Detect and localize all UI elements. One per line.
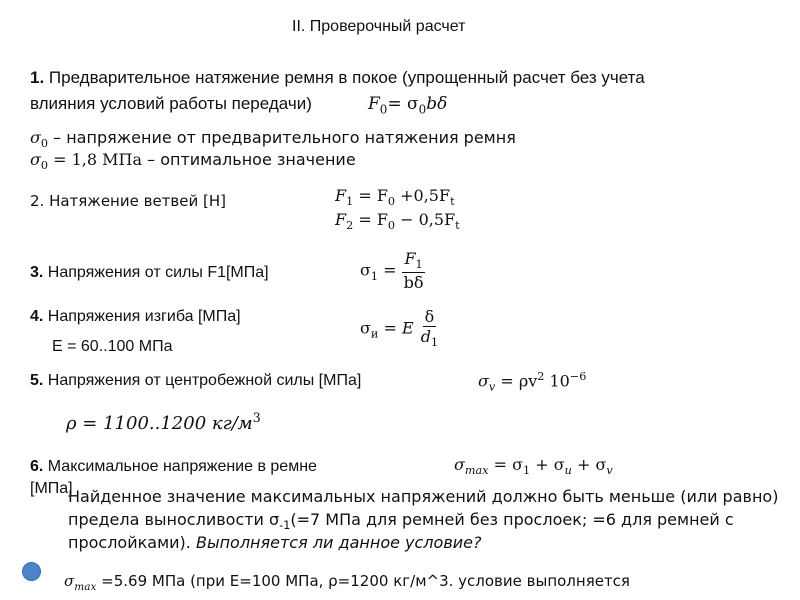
formula-f1: $F_1 = F_0 +0,5F_t$ (335, 186, 455, 209)
page-title: II. Проверочный расчет (292, 18, 466, 35)
section-6-label: 6. Максимальное напряжение в ремне (30, 458, 317, 475)
section-6-unit: [МПа] (30, 480, 73, 497)
formula-sigma-v: $\sigma_v = \rho v^2$ $10^{-6}$ (478, 370, 587, 394)
formula-sigma-max: $\sigma_{max} = \sigma_1 + \sigma_и + \sigma_v$ (454, 455, 613, 478)
section-2-label: 2. Натяжение ветвей [Н] (30, 192, 226, 210)
sigma0-definition: $\sigma_0$ – напряжение от предварительного натяжения ремня (30, 128, 516, 151)
section-3-label: 3. Напряжения от силы F1[МПа] (30, 264, 269, 281)
section-1-line1 (30, 68, 645, 88)
bullet-circle-icon (22, 562, 41, 581)
section-1-line2: влияния условий работы передачи) (30, 94, 312, 113)
section-4-label: 4. Напряжения изгиба [МПа] (30, 308, 241, 325)
e-range: E = 60..100 МПа (52, 338, 173, 355)
section-1-number: 1. (30, 68, 45, 87)
section-5-label: 5. Напряжения от центробежной силы [МПа] (30, 372, 362, 389)
rho-range: ρ = 1100..1200 $кг/м^3$ (66, 410, 261, 434)
note-line-2: предела выносливости $\sigma_{-1}(=7$ МПа для ремней без прослоек; =6 для ремней с (68, 510, 734, 533)
formula-f2: $F_2 = F_0 - 0,5F_t$ (335, 210, 460, 233)
section-1-text: Предварительное натяжение ремня в покое (упрощенный расчет без учета (44, 68, 645, 87)
formula-sigma1: $\sigma_1$ = $\frac{F_1}{b\delta}$ (360, 249, 424, 293)
result-line: $\sigma_{max} =5.69$ МПа (при E=100 МПа, ρ=1200 кг/м^3. условие выполняется (64, 572, 630, 593)
formula-sigma-bend: $\sigma_и = E$ $\frac{\delta}{d_1}$ (360, 307, 439, 350)
note-line-1: Найденное значение максимальных напряжений должно быть меньше (или равно) (68, 487, 779, 506)
sigma0-optimal: $\sigma_0 = 1,8$ МПа – оптимальное значение (30, 150, 356, 173)
note-line-3: прослойками). Выполняется ли данное условие? (68, 533, 482, 552)
formula-f0: $F_0= \sigma_0b\delta$ (368, 94, 448, 117)
